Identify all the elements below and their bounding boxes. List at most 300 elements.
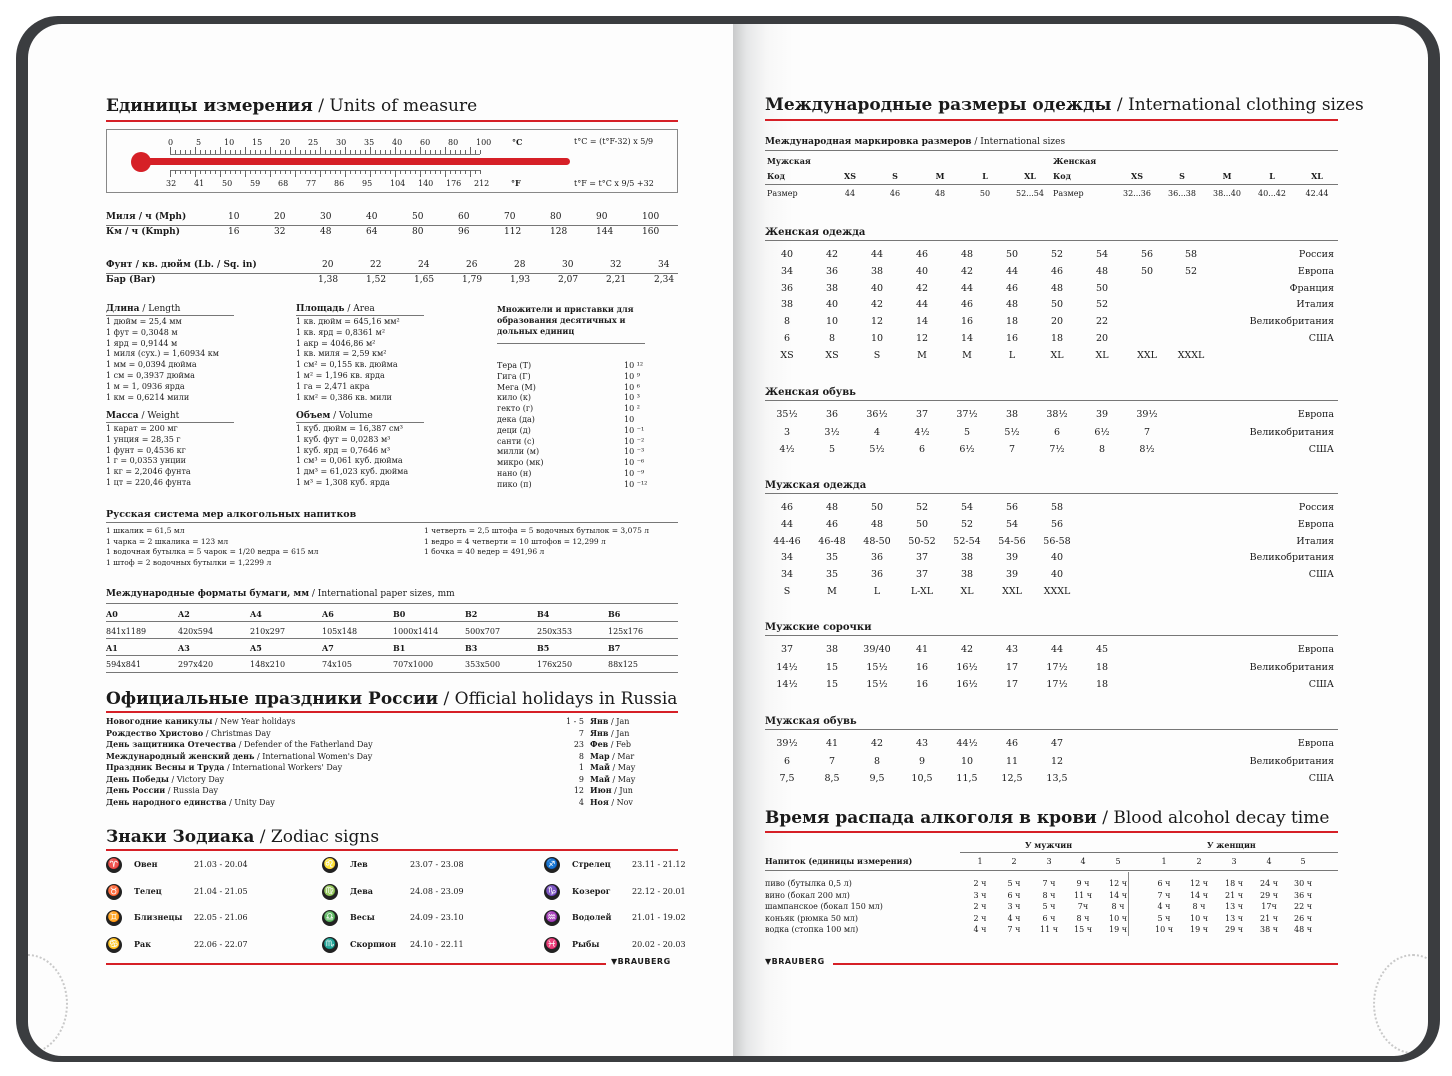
holiday-month-en: / Jun xyxy=(611,786,633,795)
size-value: 5 xyxy=(963,426,971,438)
psi-value: 28 xyxy=(514,260,526,270)
f-tick xyxy=(335,170,336,174)
size-country: США xyxy=(1308,773,1334,784)
bar-value: 2,07 xyxy=(558,275,579,285)
size-country: США xyxy=(1308,333,1334,344)
f-tick xyxy=(170,170,171,177)
size-value: 44 xyxy=(915,299,929,311)
size-country: Европа xyxy=(1297,738,1334,749)
c-tick xyxy=(395,147,396,154)
mph-value: 80 xyxy=(550,212,562,222)
size-value: 5½ xyxy=(1004,426,1020,438)
decay-men-value: 2 ч xyxy=(973,879,987,888)
c-tick xyxy=(180,150,181,154)
size-value: 48 xyxy=(825,502,839,513)
f-tick xyxy=(200,170,201,174)
intl-women-code: XL xyxy=(1311,171,1323,181)
holiday-name-en: / International Workers' Day xyxy=(224,763,343,772)
size-value: 48 xyxy=(1050,282,1064,294)
paper-name: B3 xyxy=(465,643,478,653)
intl-men-label: Мужская xyxy=(767,156,811,166)
holiday-month xyxy=(590,716,629,727)
section-title-area xyxy=(296,304,375,315)
intl-men-code: M xyxy=(935,171,945,181)
section-title-volume xyxy=(296,411,373,422)
decay-drink-name: вино (бокал 200 мл) xyxy=(765,890,850,900)
c-tick xyxy=(400,150,401,154)
intl-women-code: XS xyxy=(1131,171,1143,181)
holiday-name xyxy=(106,774,224,785)
size-value: XXL xyxy=(1137,349,1157,361)
size-value: 42 xyxy=(870,738,884,749)
f-tick-label: 77 xyxy=(306,179,317,188)
decay-men-value: 8 ч xyxy=(1076,913,1090,923)
c-tick-label: 10 xyxy=(224,138,235,147)
intl-men-size: 48 xyxy=(934,189,946,198)
size-value: XXXL xyxy=(1043,586,1071,597)
holiday-name xyxy=(106,797,275,808)
alcohol-measure-left: 1 чарка = 2 шкалика = 123 мл xyxy=(106,536,229,546)
c-tick xyxy=(295,147,296,154)
f-tick xyxy=(180,170,181,174)
size-value: L xyxy=(1008,349,1016,361)
paper-name: B2 xyxy=(465,609,478,619)
intl-women-code: L xyxy=(1269,171,1275,181)
size-section-title: Женская одежда xyxy=(765,227,866,238)
c-tick xyxy=(235,150,236,154)
decay-men-value: 3 ч xyxy=(973,890,987,900)
length-line: 1 ярд = 0,9144 м xyxy=(106,338,178,348)
size-value: 52 xyxy=(915,502,929,513)
f-tick xyxy=(425,170,426,174)
prefix-value: 10 ¹² xyxy=(624,361,644,370)
c-tick-label: 40 xyxy=(392,138,403,147)
decay-men-col: 5 xyxy=(1115,857,1121,866)
size-value: 10,5 xyxy=(911,773,933,784)
mass-line: 1 кг = 2,2046 фунта xyxy=(106,467,191,477)
intl-women-size: 32...36 xyxy=(1123,189,1151,198)
size-value: 34 xyxy=(780,552,794,564)
f-tick xyxy=(240,170,241,174)
f-tick xyxy=(440,170,441,174)
size-value: 38½ xyxy=(1046,409,1068,420)
zodiac-sign-name: Рыбы xyxy=(572,938,600,949)
c-tick xyxy=(170,147,171,154)
f-tick xyxy=(190,170,191,174)
decay-women-value: 36 ч xyxy=(1293,890,1312,900)
psi-label: Фунт / кв. дюйм (Lb. / Sq. in) xyxy=(106,260,257,270)
kmh-value: 128 xyxy=(550,227,568,237)
size-value: 36 xyxy=(825,265,839,277)
paper-title-en: / International paper sizes, mm xyxy=(309,589,455,599)
size-value: 39 xyxy=(1005,569,1019,581)
f-tick xyxy=(305,170,306,174)
holiday-name xyxy=(106,785,218,796)
paper-value: 841x1189 xyxy=(106,627,147,636)
c-tick xyxy=(280,150,281,154)
decay-men-col: 1 xyxy=(977,857,983,866)
size-value: 42 xyxy=(915,282,929,294)
mph-value: 70 xyxy=(504,212,516,222)
size-value: 8 xyxy=(828,333,836,344)
size-value: 14 xyxy=(960,333,974,344)
zodiac-sign-icon: ♍ xyxy=(322,884,338,900)
paper-name: A3 xyxy=(178,643,190,653)
f-tick xyxy=(435,170,436,174)
size-value: 42 xyxy=(960,644,974,655)
c-tick xyxy=(435,150,436,154)
decay-women-label: У женщин xyxy=(1207,840,1256,850)
prefix-name: дека (да) xyxy=(497,415,535,424)
c-tick xyxy=(470,147,471,154)
c-tick xyxy=(220,147,221,154)
size-value: XS xyxy=(825,349,839,361)
f-tick-label: 95 xyxy=(362,179,373,188)
size-value: 44 xyxy=(1005,265,1019,277)
intl-title-en: / International sizes xyxy=(971,137,1066,147)
size-value: 39 xyxy=(1005,552,1019,564)
volume-title-en: / Volume xyxy=(330,411,373,421)
f-tick xyxy=(220,170,221,177)
c-tick xyxy=(245,147,246,154)
c-tick xyxy=(330,150,331,154)
c-tick xyxy=(440,150,441,154)
mph-value: 50 xyxy=(412,212,424,222)
area-line: 1 акр = 4046,86 м² xyxy=(296,338,376,348)
f-tick xyxy=(225,170,226,174)
zodiac-sign-name: Водолей xyxy=(572,912,612,922)
decay-women-value: 18 ч xyxy=(1224,879,1243,888)
length-line: 1 м = 1, 0936 ярда xyxy=(106,381,185,391)
decay-women-value: 29 ч xyxy=(1259,890,1278,900)
size-section-title: Мужская обувь xyxy=(765,716,857,727)
prefix-name: пико (п) xyxy=(497,479,532,489)
holiday-name-ru: День народного единства xyxy=(106,796,227,807)
psi-value: 32 xyxy=(610,260,622,270)
size-value: 12 xyxy=(870,316,884,328)
length-title: Длина xyxy=(106,304,140,314)
size-value: 6 xyxy=(783,333,791,344)
decay-women-value: 7 ч xyxy=(1157,890,1171,900)
size-value: 54 xyxy=(1005,518,1019,530)
size-value: 14½ xyxy=(776,661,798,673)
c-tick xyxy=(430,150,431,154)
psi-value: 22 xyxy=(370,260,382,270)
mph-value: 60 xyxy=(458,212,470,222)
size-value: 52-54 xyxy=(953,535,981,547)
holiday-day: 9 xyxy=(578,774,584,784)
c-tick xyxy=(255,150,256,154)
intl-code-rule xyxy=(765,184,1338,185)
area-line: 1 кв. ярд = 0,8361 м² xyxy=(296,327,386,337)
decay-women-value: 5 ч xyxy=(1157,913,1171,923)
zodiac-title xyxy=(106,827,379,847)
size-value: 18 xyxy=(1005,316,1019,328)
f-tick xyxy=(415,170,416,174)
decay-men-col: 4 xyxy=(1080,857,1086,866)
mph-value: 20 xyxy=(274,212,286,222)
holiday-name-en: / International Women's Day xyxy=(254,751,373,761)
size-value: 46 xyxy=(960,299,974,311)
size-value: 15 xyxy=(825,679,839,690)
size-value: 46 xyxy=(1005,282,1019,294)
c-tick xyxy=(475,150,476,154)
size-country: Европа xyxy=(1297,265,1334,277)
size-value: 8 xyxy=(1098,444,1106,455)
prefix-name: Тера (Т) xyxy=(497,361,532,370)
size-value: 41 xyxy=(825,738,839,749)
size-value: 44 xyxy=(960,282,974,294)
prefix-value: 10 ⁻¹ xyxy=(624,425,645,435)
size-value: XS xyxy=(780,349,794,361)
right-page xyxy=(733,24,1428,1056)
f-tick xyxy=(285,170,286,174)
holiday-month xyxy=(590,785,633,796)
size-country: Италия xyxy=(1296,535,1334,547)
intl-men-size: 46 xyxy=(889,189,901,198)
units-title-en: / Units of measure xyxy=(312,96,478,116)
decay-drink-name: пиво (бутылка 0,5 л) xyxy=(765,879,852,888)
size-value: 20 xyxy=(1095,333,1109,344)
size-value: S xyxy=(783,586,791,597)
zodiac-sign-dates: 23.07 - 23.08 xyxy=(410,860,464,869)
holiday-month xyxy=(590,774,635,785)
paper-value: 88x125 xyxy=(608,660,638,669)
size-value: 6 xyxy=(918,444,926,455)
size-value: 35 xyxy=(825,552,839,564)
brauberg-logo-left: ▼BRAUBERG xyxy=(611,957,671,966)
size-value: 44 xyxy=(780,518,794,530)
f-tick xyxy=(255,170,256,174)
zodiac-sign-dates: 21.03 - 20.04 xyxy=(194,860,248,869)
mph-value: 10 xyxy=(228,212,240,222)
decay-women-value: 21 ч xyxy=(1224,890,1243,900)
size-value: 38 xyxy=(960,552,974,564)
f-tick xyxy=(420,170,421,177)
size-value: 16 xyxy=(1005,333,1019,344)
size-value: 11,5 xyxy=(956,773,978,784)
alcohol-measures-title: Русская система мер алкогольных напитков xyxy=(106,509,357,520)
holiday-name-en: / Christmas Day xyxy=(203,728,271,738)
size-value: 43 xyxy=(1005,644,1019,655)
size-value: 50 xyxy=(915,518,929,530)
decay-women-value: 17ч xyxy=(1261,902,1277,911)
decay-men-value: 4 ч xyxy=(1007,913,1021,923)
f-tick-label: 68 xyxy=(278,179,289,188)
size-country: Великобритания xyxy=(1249,552,1334,564)
size-value: 36½ xyxy=(866,409,888,420)
c-tick xyxy=(290,150,291,154)
intl-women-code: S xyxy=(1179,171,1185,181)
f-tick xyxy=(210,170,211,174)
c-tick xyxy=(450,150,451,154)
size-country: Великобритания xyxy=(1249,426,1334,438)
holiday-name-ru: День России xyxy=(106,785,166,795)
units-title-ru: Единицы измерения xyxy=(106,96,313,116)
size-section-rule xyxy=(765,729,1338,730)
f-tick-label: 104 xyxy=(390,179,406,188)
size-value: 34 xyxy=(780,569,794,581)
size-country: Россия xyxy=(1298,249,1334,260)
f-tick xyxy=(280,170,281,174)
size-value: 46-48 xyxy=(818,535,846,547)
intl-men-size: 44 xyxy=(844,189,856,198)
thermometer-scale-top xyxy=(170,154,480,155)
zodiac-sign-icon: ♌ xyxy=(322,857,338,873)
intl-men-code-label: Код xyxy=(767,171,785,181)
c-tick xyxy=(320,147,321,154)
size-country: Европа xyxy=(1297,518,1334,530)
paper-name: A4 xyxy=(250,609,262,619)
f-tick xyxy=(295,170,296,177)
size-value: 9 xyxy=(918,755,926,767)
f-tick xyxy=(290,170,291,174)
decay-men-value: 14 ч xyxy=(1108,890,1127,900)
size-value: 58 xyxy=(1184,249,1198,260)
paper-value: 176x250 xyxy=(537,660,573,669)
holiday-month-ru: Мар xyxy=(590,750,610,761)
holiday-month-ru: Янв xyxy=(590,716,609,726)
intl-title-ru: Международная маркировка размеров xyxy=(765,137,972,147)
area-title-en: / Area xyxy=(344,304,375,314)
size-value: 16 xyxy=(960,316,974,328)
intl-men-code: XL xyxy=(1024,171,1036,181)
paper-value: 1000x1414 xyxy=(393,627,439,636)
alcohol-measure-left: 1 штоф = 2 водочных бутылки = 1,2299 л xyxy=(106,557,272,567)
f-tick xyxy=(330,170,331,174)
size-value: 4½ xyxy=(779,444,795,455)
decay-col-rule xyxy=(765,870,1338,871)
f-tick-label: 50 xyxy=(222,179,233,188)
f-tick xyxy=(360,170,361,174)
prefix-value: 10 ⁻⁶ xyxy=(624,458,645,468)
size-value: 17 xyxy=(1005,661,1019,673)
size-value: 39 xyxy=(1095,409,1109,420)
paper-row-rule xyxy=(106,621,678,622)
size-section-rule xyxy=(765,635,1338,636)
mass-line: 1 фунт = 0,4536 кг xyxy=(106,445,186,455)
size-country: Великобритания xyxy=(1249,316,1334,328)
c-tick-label: 5 xyxy=(196,138,202,147)
size-value: 50 xyxy=(1050,299,1064,311)
decay-men-col: 2 xyxy=(1011,857,1017,866)
mph-label: Миля / ч (Mph) xyxy=(106,212,187,222)
zodiac-sign-dates: 21.04 - 21.05 xyxy=(194,886,248,896)
holiday-month xyxy=(590,739,631,750)
size-value: 37 xyxy=(780,644,794,655)
alcohol-measure-right: 1 четверть = 2,5 штофа = 5 водочных бутылок = 3,075 л xyxy=(424,526,650,535)
f-tick xyxy=(345,170,346,177)
zodiac-sign-dates: 21.01 - 19.02 xyxy=(632,913,686,922)
size-value: L xyxy=(873,586,881,597)
holiday-month xyxy=(590,728,629,739)
c-tick xyxy=(390,150,391,154)
zodiac-sign-dates: 22.12 - 20.01 xyxy=(632,886,686,896)
size-value: 18 xyxy=(1050,333,1064,344)
f-tick xyxy=(430,170,431,174)
size-value: 38 xyxy=(780,299,794,311)
f-tick-label: 140 xyxy=(418,179,434,188)
decay-men-value: 5 ч xyxy=(1007,879,1021,888)
size-section-rule xyxy=(765,240,1338,241)
holiday-month-en: / May xyxy=(609,763,636,772)
decay-women-value: 22 ч xyxy=(1293,902,1312,911)
holiday-name-ru: Международный женский день xyxy=(106,750,255,761)
holiday-month-ru: Май xyxy=(590,762,610,772)
decay-women-value: 38 ч xyxy=(1259,925,1278,934)
size-value: M xyxy=(917,349,927,361)
c-tick xyxy=(205,150,206,154)
zodiac-sign-icon: ♉ xyxy=(106,884,122,900)
paper-name: B0 xyxy=(393,609,406,619)
f-tick xyxy=(340,170,341,174)
prefix-value: 10 ⁻³ xyxy=(624,447,645,457)
f-tick xyxy=(370,170,371,177)
size-value: 18 xyxy=(1095,679,1109,690)
prefix-name: санти (с) xyxy=(497,436,535,446)
holiday-name xyxy=(106,762,342,773)
decay-women-value: 26 ч xyxy=(1293,913,1312,923)
paper-name: B5 xyxy=(537,643,550,653)
c-tick xyxy=(285,150,286,154)
c-tick xyxy=(335,150,336,154)
zodiac-sign-dates: 20.02 - 20.03 xyxy=(632,939,686,949)
psi-value: 20 xyxy=(322,260,334,270)
size-value: 7 xyxy=(828,755,836,767)
size-value: 47 xyxy=(1050,738,1064,749)
f-tick xyxy=(410,170,411,174)
f-tick-label: 212 xyxy=(474,179,490,188)
holiday-name-ru: День Победы xyxy=(106,773,169,784)
prefix-value: 10 ² xyxy=(624,404,640,414)
size-value: 15½ xyxy=(866,679,888,690)
psi-value: 34 xyxy=(658,260,670,270)
c-tick xyxy=(260,150,261,154)
f-tick xyxy=(270,170,271,177)
size-value: 7,5 xyxy=(779,773,795,784)
decay-men-value: 10 ч xyxy=(1108,913,1127,923)
paper-value: 707x1000 xyxy=(393,660,434,669)
size-value: 54 xyxy=(1095,249,1109,260)
paper-value: 74x105 xyxy=(322,660,352,669)
holidays-title-en: / Official holidays in Russia xyxy=(438,689,678,709)
kmh-value: 96 xyxy=(458,227,470,237)
size-value: 38 xyxy=(825,282,839,294)
decay-women-value: 6 ч xyxy=(1157,879,1171,888)
decay-men-value: 2 ч xyxy=(973,902,987,911)
paper-name: B4 xyxy=(537,609,550,619)
size-value: 52 xyxy=(1050,249,1064,260)
alcohol-measure-right: 1 бочка = 40 ведер = 491,96 л xyxy=(424,547,545,556)
paper-value: 105x148 xyxy=(322,627,358,636)
holiday-name-en: / Defender of the Fatherland Day xyxy=(236,740,373,749)
kmh-value: 64 xyxy=(366,227,378,237)
paper-value: 250x353 xyxy=(537,627,573,636)
left-page xyxy=(28,24,733,1056)
zodiac-title-ru: Знаки Зодиака xyxy=(106,827,255,847)
c-tick xyxy=(345,147,346,154)
c-tick xyxy=(240,150,241,154)
size-value: 16½ xyxy=(956,679,978,690)
c-tick xyxy=(190,150,191,154)
f-tick xyxy=(405,170,406,174)
prefix-name: гекто (г) xyxy=(497,404,534,414)
decay-drink-name: водка (стопка 100 мл) xyxy=(765,925,859,934)
zodiac-sign-dates: 22.05 - 21.06 xyxy=(194,913,248,922)
decay-title xyxy=(765,808,1329,828)
size-value: 17½ xyxy=(1046,661,1068,673)
size-value: 3 xyxy=(783,426,791,438)
